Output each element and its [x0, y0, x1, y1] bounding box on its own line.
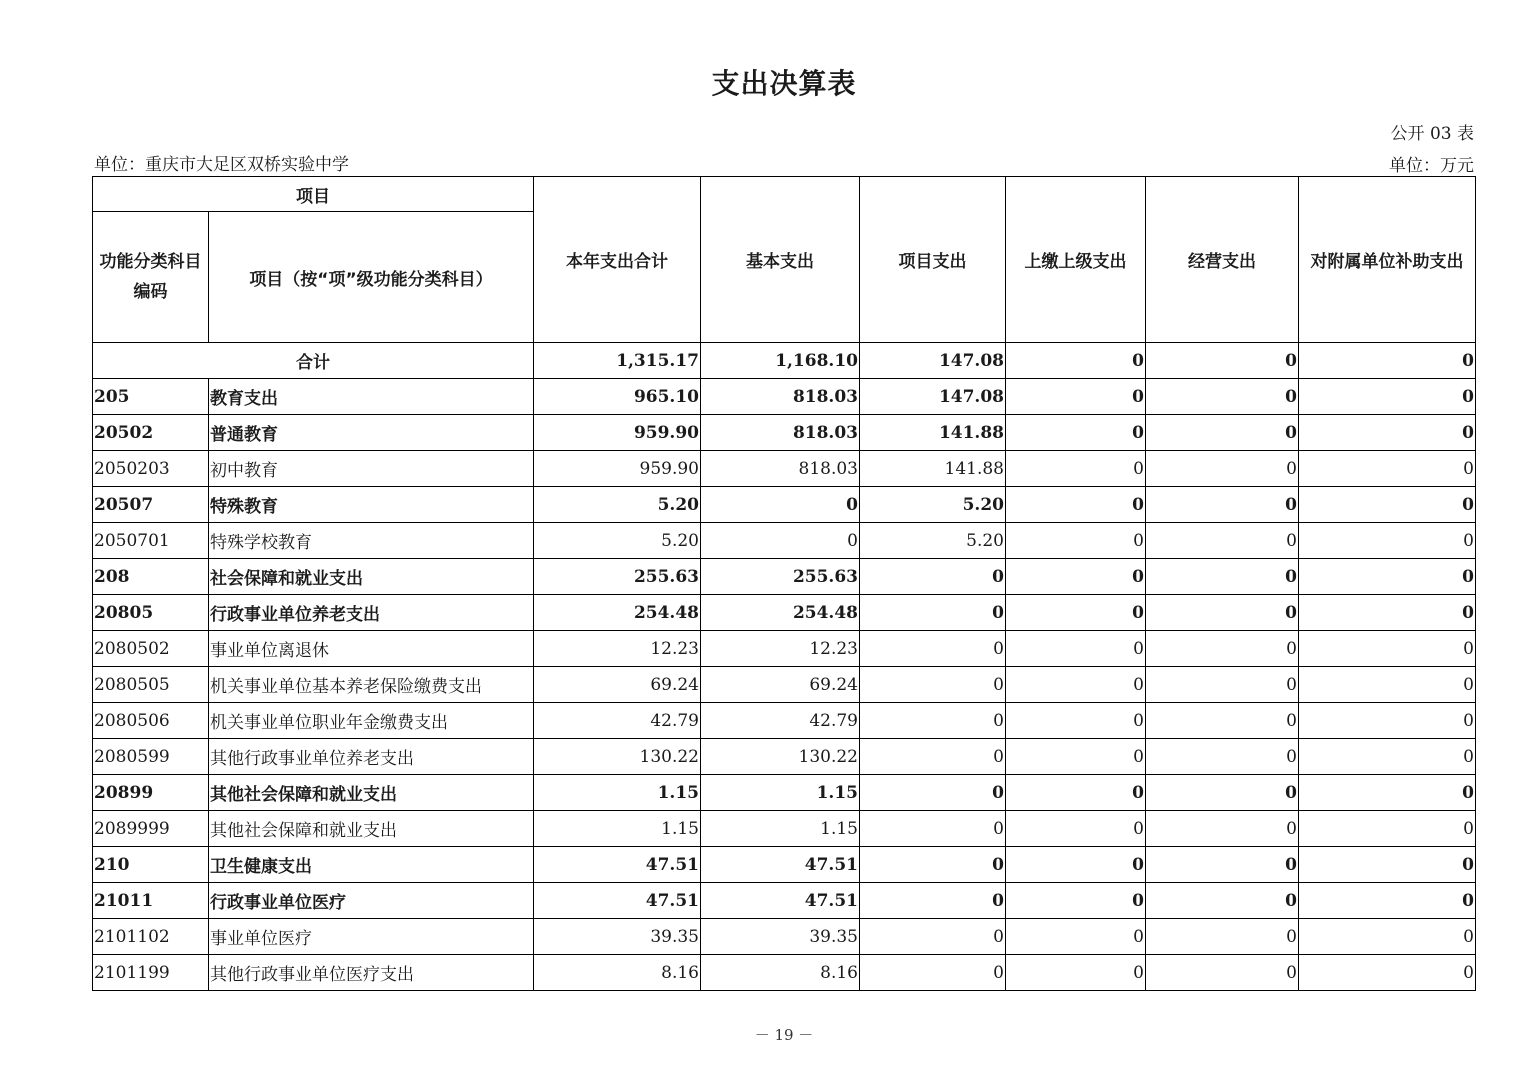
- cell-business: 0: [1146, 631, 1299, 667]
- cell-subsidy: 0: [1299, 955, 1476, 991]
- cell-name: 特殊教育: [209, 487, 534, 523]
- cell-name: 其他行政事业单位养老支出: [209, 739, 534, 775]
- cell-code: 2050203: [93, 451, 209, 487]
- cell-remit: 0: [1006, 955, 1146, 991]
- table-row: [93, 883, 1476, 919]
- cell-total: 255.63: [534, 559, 701, 595]
- cell-business: 0: [1146, 919, 1299, 955]
- cell-remit: 0: [1006, 451, 1146, 487]
- cell-project: 0: [860, 631, 1006, 667]
- cell-basic: 130.22: [701, 739, 860, 775]
- cell-code: 2080599: [93, 739, 209, 775]
- cell-subsidy: 0: [1299, 595, 1476, 631]
- header-name: 项目（按“项”级功能分类科目）: [209, 212, 534, 343]
- cell-business: 0: [1146, 775, 1299, 811]
- cell-name: 其他社会保障和就业支出: [209, 775, 534, 811]
- cell-subsidy: 0: [1299, 379, 1476, 415]
- expenditure-table: [92, 176, 1476, 991]
- cell-project: 147.08: [860, 379, 1006, 415]
- cell-code: 20502: [93, 415, 209, 451]
- cell-subsidy: 0: [1299, 883, 1476, 919]
- table-row: [93, 739, 1476, 775]
- cell-project: 0: [860, 703, 1006, 739]
- cell-business: 0: [1146, 703, 1299, 739]
- cell-remit: 0: [1006, 775, 1146, 811]
- cell-name: 卫生健康支出: [209, 847, 534, 883]
- cell-remit: 0: [1006, 595, 1146, 631]
- page-title: 支出决算表: [711, 67, 857, 100]
- cell-name: 教育支出: [209, 379, 534, 415]
- cell-business: 0: [1146, 883, 1299, 919]
- cell-subsidy: 0: [1299, 415, 1476, 451]
- cell-code: 2080502: [93, 631, 209, 667]
- header-code: 功能分类科目编码: [93, 212, 209, 343]
- cell-business: 0: [1146, 523, 1299, 559]
- cell-name: 事业单位离退休: [209, 631, 534, 667]
- cell-basic: 1.15: [701, 775, 860, 811]
- cell-name: 机关事业单位基本养老保险缴费支出: [209, 667, 534, 703]
- cell-code: 208: [93, 559, 209, 595]
- cell-business: 0: [1146, 415, 1299, 451]
- cell-remit: 0: [1006, 631, 1146, 667]
- table-row: [93, 379, 1476, 415]
- cell-business: 0: [1146, 487, 1299, 523]
- total-row: [93, 343, 1476, 379]
- cell-code: 20507: [93, 487, 209, 523]
- cell-code: 20805: [93, 595, 209, 631]
- total-cell-business: 0: [1146, 343, 1299, 379]
- cell-business: 0: [1146, 451, 1299, 487]
- cell-basic: 69.24: [701, 667, 860, 703]
- cell-total: 965.10: [534, 379, 701, 415]
- table-row: [93, 415, 1476, 451]
- cell-business: 0: [1146, 739, 1299, 775]
- cell-subsidy: 0: [1299, 523, 1476, 559]
- cell-code: 205: [93, 379, 209, 415]
- cell-remit: 0: [1006, 811, 1146, 847]
- cell-subsidy: 0: [1299, 631, 1476, 667]
- cell-basic: 8.16: [701, 955, 860, 991]
- cell-business: 0: [1146, 379, 1299, 415]
- total-cell-remit: 0: [1006, 343, 1146, 379]
- cell-project: 0: [860, 883, 1006, 919]
- cell-name: 其他行政事业单位医疗支出: [209, 955, 534, 991]
- cell-basic: 254.48: [701, 595, 860, 631]
- cell-project: 0: [860, 919, 1006, 955]
- cell-name: 行政事业单位养老支出: [209, 595, 534, 631]
- cell-total: 8.16: [534, 955, 701, 991]
- table-row: [93, 703, 1476, 739]
- cell-subsidy: 0: [1299, 739, 1476, 775]
- table-row: [93, 847, 1476, 883]
- header-item: 项目: [93, 177, 534, 212]
- page-number: － 19 －: [754, 1026, 814, 1044]
- table-row: [93, 919, 1476, 955]
- table-row: [93, 811, 1476, 847]
- cell-remit: 0: [1006, 523, 1146, 559]
- cell-basic: 0: [701, 523, 860, 559]
- cell-code: 20899: [93, 775, 209, 811]
- cell-business: 0: [1146, 595, 1299, 631]
- cell-code: 2050701: [93, 523, 209, 559]
- cell-code: 2101199: [93, 955, 209, 991]
- cell-basic: 42.79: [701, 703, 860, 739]
- cell-project: 141.88: [860, 451, 1006, 487]
- cell-subsidy: 0: [1299, 811, 1476, 847]
- header-total: 本年支出合计: [534, 177, 701, 343]
- cell-project: 0: [860, 775, 1006, 811]
- cell-code: 210: [93, 847, 209, 883]
- cell-business: 0: [1146, 811, 1299, 847]
- cell-subsidy: 0: [1299, 487, 1476, 523]
- cell-remit: 0: [1006, 379, 1146, 415]
- cell-basic: 818.03: [701, 379, 860, 415]
- table-row: [93, 955, 1476, 991]
- total-cell-basic: 1,168.10: [701, 343, 860, 379]
- cell-business: 0: [1146, 955, 1299, 991]
- cell-basic: 255.63: [701, 559, 860, 595]
- cell-name: 行政事业单位医疗: [209, 883, 534, 919]
- cell-total: 1.15: [534, 811, 701, 847]
- cell-name: 特殊学校教育: [209, 523, 534, 559]
- header-business: 经营支出: [1146, 177, 1299, 343]
- reporting-unit: 单位：重庆市大足区双桥实验中学: [94, 155, 349, 175]
- cell-subsidy: 0: [1299, 667, 1476, 703]
- cell-remit: 0: [1006, 739, 1146, 775]
- cell-total: 47.51: [534, 883, 701, 919]
- cell-basic: 47.51: [701, 847, 860, 883]
- table-row: [93, 559, 1476, 595]
- cell-remit: 0: [1006, 487, 1146, 523]
- cell-basic: 818.03: [701, 451, 860, 487]
- table-row: [93, 775, 1476, 811]
- cell-remit: 0: [1006, 847, 1146, 883]
- table-row: [93, 523, 1476, 559]
- cell-total: 1.15: [534, 775, 701, 811]
- total-cell-total: 1,315.17: [534, 343, 701, 379]
- header-subsidy: 对附属单位补助支出: [1299, 177, 1476, 343]
- cell-project: 0: [860, 559, 1006, 595]
- cell-project: 5.20: [860, 487, 1006, 523]
- cell-project: 141.88: [860, 415, 1006, 451]
- cell-subsidy: 0: [1299, 451, 1476, 487]
- cell-project: 0: [860, 667, 1006, 703]
- cell-project: 0: [860, 739, 1006, 775]
- cell-name: 初中教育: [209, 451, 534, 487]
- cell-total: 47.51: [534, 847, 701, 883]
- cell-code: 21011: [93, 883, 209, 919]
- header-remit: 上缴上级支出: [1006, 177, 1146, 343]
- table-row: [93, 595, 1476, 631]
- cell-remit: 0: [1006, 667, 1146, 703]
- cell-project: 0: [860, 955, 1006, 991]
- cell-remit: 0: [1006, 883, 1146, 919]
- cell-project: 0: [860, 847, 1006, 883]
- cell-remit: 0: [1006, 559, 1146, 595]
- cell-subsidy: 0: [1299, 775, 1476, 811]
- cell-project: 0: [860, 595, 1006, 631]
- cell-name: 社会保障和就业支出: [209, 559, 534, 595]
- table-row: [93, 631, 1476, 667]
- cell-basic: 818.03: [701, 415, 860, 451]
- cell-total: 130.22: [534, 739, 701, 775]
- cell-remit: 0: [1006, 919, 1146, 955]
- cell-total: 5.20: [534, 523, 701, 559]
- cell-subsidy: 0: [1299, 919, 1476, 955]
- cell-total: 69.24: [534, 667, 701, 703]
- currency-unit: 单位：万元: [1389, 156, 1474, 176]
- cell-business: 0: [1146, 667, 1299, 703]
- cell-name: 机关事业单位职业年金缴费支出: [209, 703, 534, 739]
- cell-total: 254.48: [534, 595, 701, 631]
- cell-project: 5.20: [860, 523, 1006, 559]
- table-row: [93, 487, 1476, 523]
- cell-basic: 39.35: [701, 919, 860, 955]
- total-label: 合计: [93, 343, 534, 379]
- cell-subsidy: 0: [1299, 703, 1476, 739]
- cell-basic: 0: [701, 487, 860, 523]
- form-number: 公开 03 表: [1390, 124, 1474, 144]
- cell-code: 2101102: [93, 919, 209, 955]
- header-project: 项目支出: [860, 177, 1006, 343]
- cell-name: 普通教育: [209, 415, 534, 451]
- cell-basic: 12.23: [701, 631, 860, 667]
- cell-total: 39.35: [534, 919, 701, 955]
- header-basic: 基本支出: [701, 177, 860, 343]
- cell-name: 事业单位医疗: [209, 919, 534, 955]
- cell-remit: 0: [1006, 415, 1146, 451]
- cell-subsidy: 0: [1299, 559, 1476, 595]
- cell-remit: 0: [1006, 703, 1146, 739]
- total-cell-subsidy: 0: [1299, 343, 1476, 379]
- cell-total: 12.23: [534, 631, 701, 667]
- total-cell-project: 147.08: [860, 343, 1006, 379]
- cell-code: 2080505: [93, 667, 209, 703]
- table-row: [93, 667, 1476, 703]
- cell-basic: 47.51: [701, 883, 860, 919]
- cell-code: 2080506: [93, 703, 209, 739]
- cell-subsidy: 0: [1299, 847, 1476, 883]
- cell-basic: 1.15: [701, 811, 860, 847]
- cell-name: 其他社会保障和就业支出: [209, 811, 534, 847]
- cell-business: 0: [1146, 847, 1299, 883]
- cell-total: 959.90: [534, 451, 701, 487]
- cell-code: 2089999: [93, 811, 209, 847]
- cell-total: 959.90: [534, 415, 701, 451]
- cell-total: 42.79: [534, 703, 701, 739]
- table-row: [93, 451, 1476, 487]
- cell-business: 0: [1146, 559, 1299, 595]
- cell-total: 5.20: [534, 487, 701, 523]
- cell-project: 0: [860, 811, 1006, 847]
